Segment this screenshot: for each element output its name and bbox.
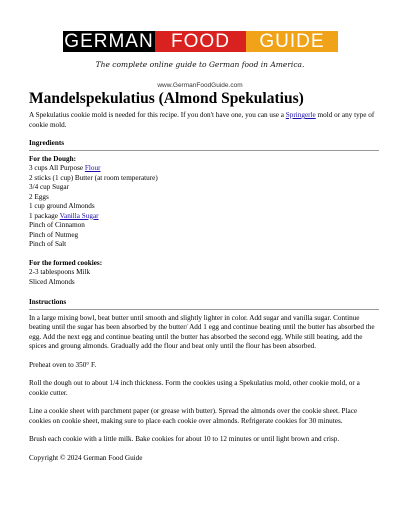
ingredient-item xyxy=(29,212,379,222)
vanilla-sugar-link[interactable]: Vanilla Sugar xyxy=(59,211,99,220)
instruction-step: Brush each cookie with a little milk. Bake cookies for about 10 to 12 minutes or until light brown and crisp. xyxy=(29,435,340,443)
tagline: The complete online guide to German food in America. xyxy=(95,60,305,69)
ingredient-item: 2-3 tablespoons Milk xyxy=(29,268,91,276)
logo-word-guide: GUIDE xyxy=(259,30,325,52)
logo-segment-food xyxy=(155,31,246,52)
ingredient-item: 3/4 cup Sugar xyxy=(29,183,69,191)
copyright: Copyright © 2024 German Food Guide xyxy=(29,453,143,462)
formed-ingredient-list xyxy=(29,268,379,287)
ingredient-item: 1 cup ground Almonds xyxy=(29,202,95,210)
dough-heading: For the Dough: xyxy=(29,154,76,163)
ingredient-item: 2 sticks (1 cup) Butter (at room temperature) xyxy=(29,173,158,182)
intro-text-end: mold or any type of cookie mold. xyxy=(29,111,375,129)
logo-word-food: FOOD xyxy=(171,30,230,52)
dough-ingredient-list xyxy=(29,164,379,250)
ingredient-text: 1 package xyxy=(29,211,60,220)
ingredient-item: Pinch of Cinnamon xyxy=(29,221,85,229)
flour-link[interactable]: Flour xyxy=(84,164,101,172)
intro-text: A Spekulatius cookie mold is needed for this recipe. If you don't have one, you can use a xyxy=(29,111,286,119)
recipe-title: Mandelspekulatius (Almond Spekulatius) xyxy=(29,90,304,107)
site-url: www.GermanFoodGuide.com xyxy=(157,82,243,89)
logo-segment-german xyxy=(63,31,155,52)
german-food-guide-logo[interactable] xyxy=(63,31,338,52)
ingredient-item: Sliced Almonds xyxy=(29,277,75,286)
instructions-heading: Instructions xyxy=(29,298,379,310)
instruction-step: In a large mixing bowl, beat butter until smooth and slightly lighter in color. Add sugar and vanilla sugar. Continue beating until the sugar has been absorbed by the butter/ Add 1 egg and continue beating until the butter has absorbed the egg. Add the next egg and continue beating until the butter has absorbed the second egg. While still beating, add the spices and groung almonds. Gradually add the flour and beat only until the flour has been absorbed. xyxy=(29,313,375,350)
ingredient-item: 2 Eggs xyxy=(29,192,49,201)
ingredient-text: 3 cups All Purpose xyxy=(29,164,85,172)
springerle-link[interactable]: Springerle xyxy=(285,111,316,119)
instruction-step: Roll the dough out to about 1/4 inch thickness. Form the cookies using a Spekulatius mold, other cookie mold, or a cookie cutter. xyxy=(29,379,360,397)
formed-cookies-heading: For the formed cookies: xyxy=(29,258,103,267)
ingredient-item xyxy=(29,164,379,174)
ingredients-heading: Ingredients xyxy=(29,139,379,151)
instruction-step: Preheat oven to 350° F. xyxy=(29,360,97,369)
recipe-content xyxy=(29,111,379,463)
ingredient-item: Pinch of Salt xyxy=(29,240,67,248)
instruction-step: Line a cookie sheet with parchment paper (or grease with butter). Spread the almonds over the cookie sheet. Place cookies on cookie sheet, making sure to place each cookie over almonds. Refrigerate cookies for 30 minutes. xyxy=(29,407,358,425)
logo-word-german: GERMAN xyxy=(64,30,154,52)
recipe-intro xyxy=(29,111,379,130)
logo-segment-guide xyxy=(246,31,338,52)
ingredient-item: Pinch of Nutmeg xyxy=(29,230,79,239)
